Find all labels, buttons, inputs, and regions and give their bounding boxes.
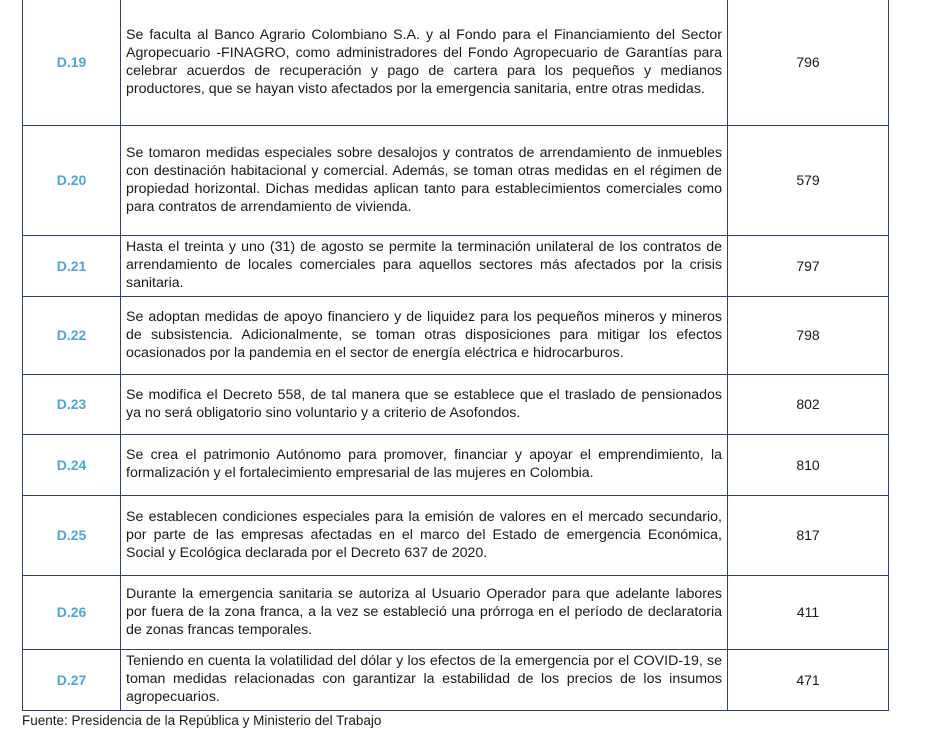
decree-number: 802 (728, 374, 889, 434)
decree-code: D.25 (23, 495, 121, 575)
decree-description: Se establecen condiciones especiales para la emisión de valores en el mercado secundario, por parte de las empresas afectadas en el marco del Estado de emergencia Económica, Social y Ecológica declarada por el Decreto 637 de 2020. (121, 495, 728, 575)
table-row (23, 434, 889, 495)
decree-description: Se faculta al Banco Agrario Colombiano S.A. y al Fondo para el Financiamiento del Sector Agropecuario -FINAGRO, como administradores del Fondo Agropecuario de Garantías para celebrar acuerdos de recuperación y pago de cartera para los pequeños y medianos productores, que se hayan visto afectados por la emergencia sanitaria, entre otras medidas. (121, 0, 728, 125)
decree-code: D.19 (23, 0, 121, 125)
table-row (23, 495, 889, 575)
decrees-table (22, 0, 889, 711)
decree-number: 471 (728, 649, 889, 710)
decree-code: D.20 (23, 125, 121, 235)
decree-number: 797 (728, 235, 889, 296)
decree-description: Se crea el patrimonio Autónomo para promover, financiar y apoyar el emprendimiento, la formalización y el fortalecimiento empresarial de las mujeres en Colombia. (121, 434, 728, 495)
decree-number: 579 (728, 125, 889, 235)
table-row (23, 0, 889, 125)
decree-description: Se adoptan medidas de apoyo financiero y de liquidez para los pequeños mineros y mineros de subsistencia. Adicionalmente, se toman otras disposiciones para mitigar los efectos ocasionados por la pandemia en el sector de energía eléctrica e hidrocarburos. (121, 296, 728, 374)
table-row (23, 296, 889, 374)
table-row (23, 125, 889, 235)
decree-code: D.23 (23, 374, 121, 434)
source-note: Fuente: Presidencia de la República y Ministerio del Trabajo (22, 713, 382, 728)
decree-number: 796 (728, 0, 889, 125)
decree-number: 798 (728, 296, 889, 374)
decree-code: D.27 (23, 649, 121, 710)
decree-number: 411 (728, 575, 889, 649)
decree-number: 810 (728, 434, 889, 495)
decree-description: Durante la emergencia sanitaria se autoriza al Usuario Operador para que adelante labores por fuera de la zona franca, a la vez se estableció una prórroga en el período de declaratoria de zonas francas temporales. (121, 575, 728, 649)
table-row (23, 649, 889, 710)
decree-code: D.24 (23, 434, 121, 495)
decree-description: Teniendo en cuenta la volatilidad del dólar y los efectos de la emergencia por el COVID-19, se toman medidas relacionadas con garantizar la estabilidad de los precios de los insumos agropecuarios. (121, 649, 728, 710)
decree-description: Se modifica el Decreto 558, de tal manera que se establece que el traslado de pensionados ya no será obligatorio sino voluntario y a criterio de Asofondos. (121, 374, 728, 434)
table-row (23, 235, 889, 296)
decree-description: Se tomaron medidas especiales sobre desalojos y contratos de arrendamiento de inmuebles con destinación habitacional y comercial. Además, se toman otras medidas en el régimen de propiedad horizontal. Dichas medidas aplican tanto para establecimientos comerciales como para contratos de arrendamiento de vivienda. (121, 125, 728, 235)
decree-code: D.22 (23, 296, 121, 374)
decree-code: D.26 (23, 575, 121, 649)
table-row (23, 575, 889, 649)
table-row (23, 374, 889, 434)
decree-code: D.21 (23, 235, 121, 296)
decree-number: 817 (728, 495, 889, 575)
decree-description: Hasta el treinta y uno (31) de agosto se permite la terminación unilateral de los contratos de arrendamiento de locales comerciales para aquellos sectores más afectados por la crisis sanitaria. (121, 235, 728, 296)
